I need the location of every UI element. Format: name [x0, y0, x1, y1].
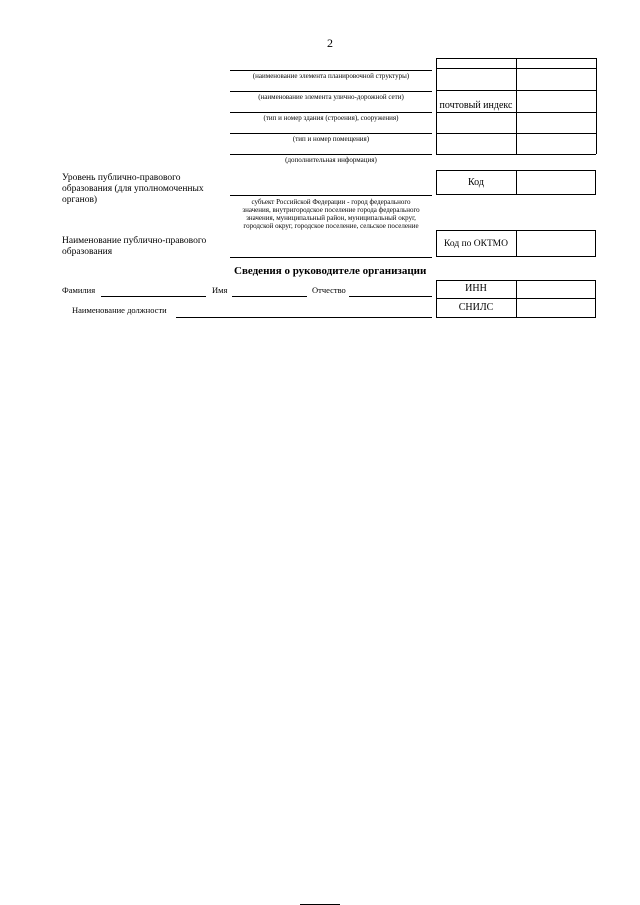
name-field[interactable] — [232, 296, 307, 297]
snils-field[interactable] — [517, 299, 595, 317]
inn-field[interactable] — [517, 281, 595, 298]
street-network-hint: (наименование элемента улично-дорожной сети) — [258, 93, 404, 101]
name-label: Имя — [212, 285, 228, 295]
building-field[interactable] — [230, 112, 432, 113]
postal-code-label: почтовый индекс — [439, 100, 513, 111]
head-section-title: Сведения о руководителе организации — [234, 265, 427, 277]
additional-info-field[interactable] — [230, 154, 432, 155]
municipal-level-label: Уровень публично-правового образования (для уполномоченных органов) — [62, 173, 204, 205]
street-network-field[interactable] — [230, 91, 432, 92]
planning-structure-field[interactable] — [230, 70, 432, 71]
municipal-level-hint-line-3: значения, муниципальный район, муниципальный округ, — [246, 214, 416, 222]
municipal-level-field[interactable] — [230, 195, 432, 196]
position-field[interactable] — [176, 317, 432, 318]
oktmo-field[interactable] — [517, 231, 595, 256]
page-number: 2 — [327, 36, 333, 50]
room-hint: (тип и номер помещения) — [292, 135, 370, 143]
position-label: Наименование должности — [72, 305, 167, 315]
surname-label: Фамилия — [62, 285, 96, 295]
surname-field[interactable] — [101, 296, 206, 297]
snils-label: СНИЛС — [458, 302, 494, 313]
municipal-name-label: Наименование публично-правового образования — [62, 236, 207, 257]
postal-code-field[interactable] — [517, 91, 595, 111]
inn-label: ИНН — [465, 283, 487, 294]
municipal-level-hint-line-4: городской округ, городское поселение, сельское поселение — [243, 222, 419, 230]
code-label: Код — [468, 177, 484, 188]
code-field[interactable] — [517, 171, 595, 194]
additional-info-hint: (дополнительная информация) — [285, 156, 377, 164]
building-hint: (тип и номер здания (строения), сооружения) — [263, 114, 399, 122]
planning-structure-hint: (наименование элемента планировочной структуры) — [252, 72, 410, 80]
municipal-name-field[interactable] — [230, 257, 432, 258]
oktmo-label: Код по ОКТМО — [444, 239, 508, 249]
patronymic-label: Отчество — [312, 285, 346, 295]
room-field[interactable] — [230, 133, 432, 134]
patronymic-field[interactable] — [349, 296, 432, 297]
municipal-level-hint-line-1: субъект Российской Федерации - город федерального — [251, 198, 411, 206]
municipal-level-hint-line-2: значения, внутригородское поселение города федерального — [242, 206, 420, 214]
